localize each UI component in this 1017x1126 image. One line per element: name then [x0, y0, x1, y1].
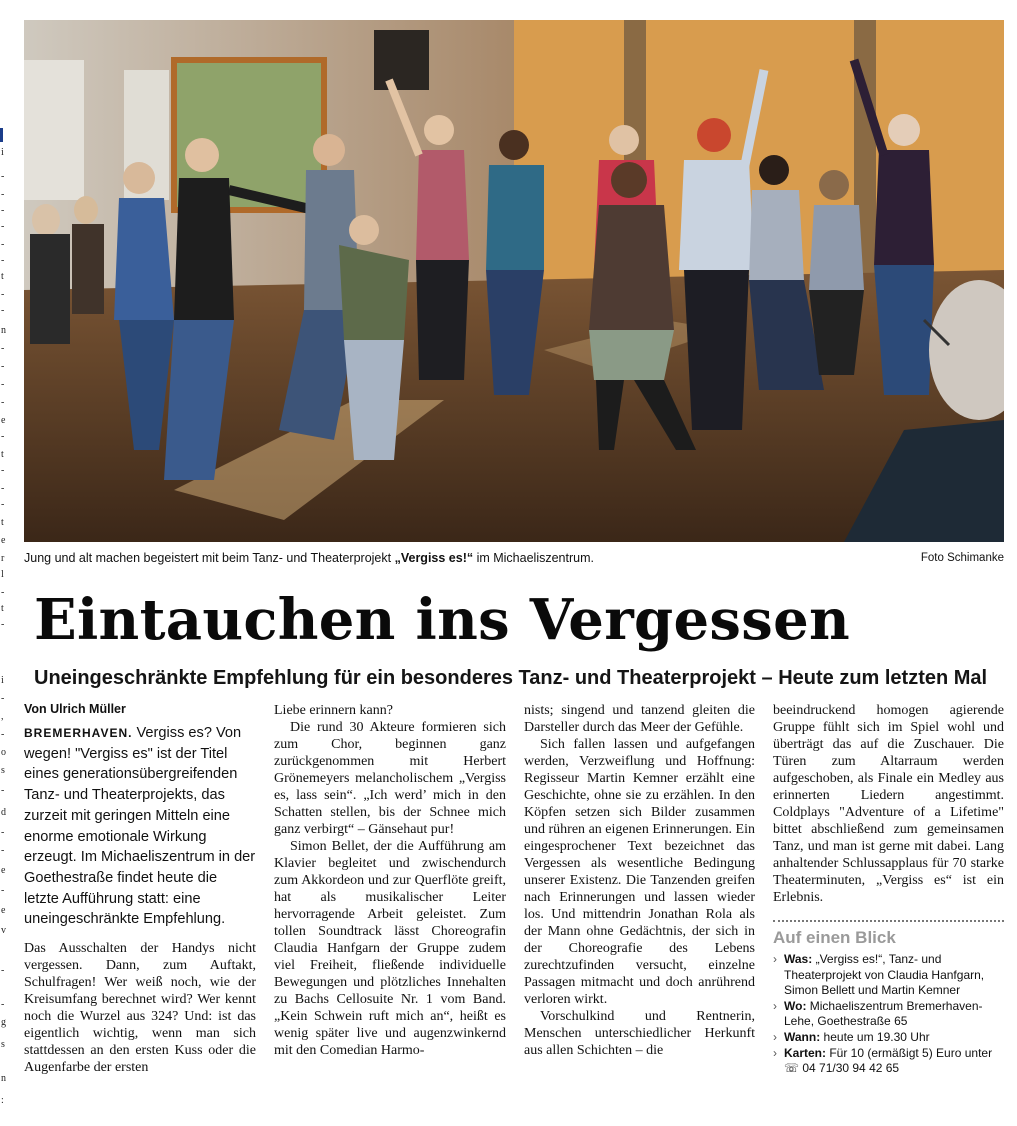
audience-person — [30, 234, 70, 344]
edge-fragment: - — [1, 305, 5, 316]
edge-fragment: - — [1, 189, 5, 200]
edge-fragment: - — [1, 845, 5, 856]
edge-fragment: - — [1, 255, 5, 266]
bullet-arrow-icon: › — [773, 952, 777, 966]
edge-fragment: - — [1, 483, 5, 494]
info-text: „Vergiss es!“, Tanz- und Theaterprojekt von Claudia Hanfgarn, Simon Bellett und Martin Kemner — [784, 952, 985, 998]
edge-fragment: s — [1, 765, 5, 776]
edge-fragment: o — [1, 747, 6, 758]
edge-fragment: - — [1, 343, 5, 354]
edge-fragment: - — [1, 205, 5, 216]
byline: Von Ulrich Müller — [24, 702, 126, 716]
article-column-2 — [274, 702, 506, 1059]
edge-fragment: - — [1, 379, 5, 390]
edge-accent-bar — [0, 128, 3, 142]
edge-fragment: - — [1, 361, 5, 372]
previous-article-edge — [0, 0, 10, 1126]
edge-fragment: - — [1, 693, 5, 704]
dance-scene-illustration — [24, 20, 1004, 542]
dateline: BREMERHAVEN. — [24, 726, 133, 740]
edge-fragment: , — [1, 711, 4, 722]
radiator — [24, 60, 84, 200]
edge-fragment: - — [1, 827, 5, 838]
edge-fragment: t — [1, 449, 4, 460]
caption-project-title: „Vergiss es!“ — [394, 551, 474, 565]
edge-fragment: - — [1, 289, 5, 300]
edge-fragment: v — [1, 925, 6, 936]
caption-suffix: im Michaeliszentrum. — [473, 551, 594, 565]
edge-fragment: - — [1, 239, 5, 250]
body-paragraph: Die rund 30 Akteure formieren sich zum Chor, beginnen ganz zurückgenommen mit Herbert Grönemeyers melancholischem „Vergiss es, lass sein“. „Ich werd’ mich in den Schatten stellen, bis der Schnee mich ganz verbirgt“ – Gänsehaut pur! — [274, 720, 506, 837]
edge-fragment: - — [1, 221, 5, 232]
edge-fragment: - — [1, 619, 5, 630]
edge-fragment: - — [1, 729, 5, 740]
article-photo — [24, 20, 1004, 542]
edge-fragment: g — [1, 1017, 6, 1028]
info-row-what — [773, 952, 1004, 999]
edge-fragment: t — [1, 517, 4, 528]
edge-fragment: e — [1, 865, 6, 876]
edge-fragment: - — [1, 465, 5, 476]
edge-fragment: n — [1, 1073, 6, 1084]
bullet-arrow-icon: › — [773, 1029, 777, 1044]
info-text: Für 10 (ermäßigt 5) Euro unter ☏ 04 71/30 94 42 65 — [784, 1045, 993, 1076]
lead-text: Vergiss es? Von wegen! "Vergiss es" ist der Titel eines generationsübergreifenden Tanz- und Theaterprojekts, das zurzeit mit geringen Mitteln eine enorme emotionale Wirkung erzeugt. Im Michaeliszentrum in der Goethestraße findet heute die letzte Aufführung statt: eine uneingeschränkte Empfehlung. — [24, 725, 256, 928]
edge-fragment: i — [1, 675, 4, 686]
article-column-4 — [773, 702, 1004, 1077]
body-paragraph: Simon Bellet, der die Aufführung am Klavier begleitet und zwischendurch zum Akkordeon und zur Querflöte greift, hat als musikalischer Leiter hervorragende Arbeit geleistet. Zum tollen Soundtrack lässt Choreografin Claudia Hanfgarn der Gruppe zudem viel Freiheit, fließende individuelle Bewegungen und plötzliches Innehalten zu Bachs Cellosuite Nr. 1 vom Band. „Kein Schwein ruft mich an“, heißt es wenig später live und augenzwinkernd mit den Comedian Harmo- — [274, 839, 506, 1058]
info-label: Wann: — [784, 1029, 821, 1044]
edge-fragment: e — [1, 905, 6, 916]
speaker — [374, 30, 429, 90]
edge-fragment: e — [1, 535, 6, 546]
edge-fragment: - — [1, 431, 5, 442]
article-column-3 — [524, 702, 755, 1059]
audience-person — [32, 204, 60, 236]
body-paragraph: Sich fallen lassen und aufgefangen werden, Verzweiflung und Hoffnung: Regisseur Martin Kemner erzählt eine Geschichte, ohne sie zu erzählen. In den Köpfen setzen sich Bilder zusammen und rühren an eigenen Erinnerungen. Ein eingesprochener Text bezeichnet das Vergessen als wesentliche Bedingung unserer Existenz. Die Tanzenden greifen nach Erinnerungen und lassen wieder los. Und mittendrin Jonathan Rola als der Mann ohne Gedächtnis, der sich in der Choreografie des Lebens zurechtzufinden versucht, einzelne Passagen mitmacht und doch anrührend verloren wirkt. — [524, 737, 755, 1007]
audience-person — [72, 224, 104, 314]
info-row-tickets — [773, 1046, 1004, 1077]
edge-fragment: - — [1, 785, 5, 796]
info-text: heute um 19.30 Uhr — [820, 1029, 930, 1044]
edge-fragment: r — [1, 553, 5, 564]
caption-prefix: Jung und alt machen begeistert mit beim Tanz- und Theaterprojekt — [24, 551, 395, 565]
edge-fragment: t — [1, 603, 4, 614]
body-paragraph: Vorschulkind und Rentnerin, Menschen unterschiedlicher Herkunft aus allen Schichten – die — [524, 1009, 755, 1058]
edge-fragment: - — [1, 397, 5, 408]
edge-fragment: l — [1, 569, 4, 580]
info-box — [773, 920, 1004, 1077]
edge-fragment: d — [1, 807, 6, 818]
edge-fragment: : — [1, 1095, 4, 1106]
edge-fragment: i — [1, 147, 4, 158]
body-paragraph: nists; singend und tanzend gleiten die Darsteller durch das Meer der Gefühle. — [524, 703, 755, 735]
bullet-arrow-icon: › — [773, 1045, 777, 1060]
edge-fragment: - — [1, 999, 5, 1010]
edge-fragment: - — [1, 965, 5, 976]
edge-fragment: n — [1, 325, 6, 336]
info-label: Wo: — [784, 998, 807, 1013]
edge-fragment: s — [1, 1039, 5, 1050]
audience-person — [74, 196, 98, 224]
photo-caption — [24, 551, 1004, 569]
body-paragraph: Liebe erinnern kann? — [274, 703, 393, 718]
edge-fragment: t — [1, 271, 4, 282]
headline: Eintauchen ins Vergessen — [34, 587, 851, 653]
edge-fragment: - — [1, 499, 5, 510]
article-column-1 — [24, 702, 256, 1076]
body-paragraph: beeindruckend homogen agierende Gruppe fühlt sich im Spiel wohl und überträgt das auf die Zuschauer. Die Türen zum Altarraum werden aufgeschoben, als Finale ein Medley aus erinnerten Liedern angestimmt. Coldplays "Adventure of a Lifetime" bittet abschließend zum gemeinsamen Tanz, und man ist gerne mit dabei. Lang anhaltender Schlussapplaus für 70 starke Theaterminuten, „Vergiss es“ ist ein Erlebnis. — [773, 703, 1004, 905]
subheadline: Uneingeschränkte Empfehlung für ein besonderes Tanz- und Theaterprojekt – Heute zum letzten Mal — [34, 667, 988, 689]
info-box-title: Auf einen Blick — [773, 928, 896, 947]
lead-paragraph — [24, 723, 256, 930]
info-text: Michaeliszentrum Bremerhaven-Lehe, Goethestraße 65 — [784, 998, 983, 1029]
info-row-when — [773, 1030, 1004, 1046]
info-label: Karten: — [784, 1045, 827, 1060]
body-paragraph: Das Ausschalten der Handys nicht vergessen. Dann, zum Auftakt, Schulfragen! Wer weiß noch, wie der Kreisumfang berechnet wird? Wer kennt noch die Wurzel aus 324? Und: ist das eigentlich wichtig, wenn man sich stattdessen an den ersten Kuss oder die Augenfarbe der ersten — [24, 941, 256, 1076]
edge-fragment: e — [1, 415, 6, 426]
photo-credit: Foto Schimanke — [920, 552, 1004, 564]
edge-fragment: - — [1, 171, 5, 182]
info-label: Was: — [784, 952, 813, 966]
bullet-arrow-icon: › — [773, 998, 777, 1013]
caption-text — [24, 551, 594, 565]
edge-fragment: - — [1, 587, 5, 598]
edge-fragment: - — [1, 885, 5, 896]
info-row-where — [773, 999, 1004, 1030]
